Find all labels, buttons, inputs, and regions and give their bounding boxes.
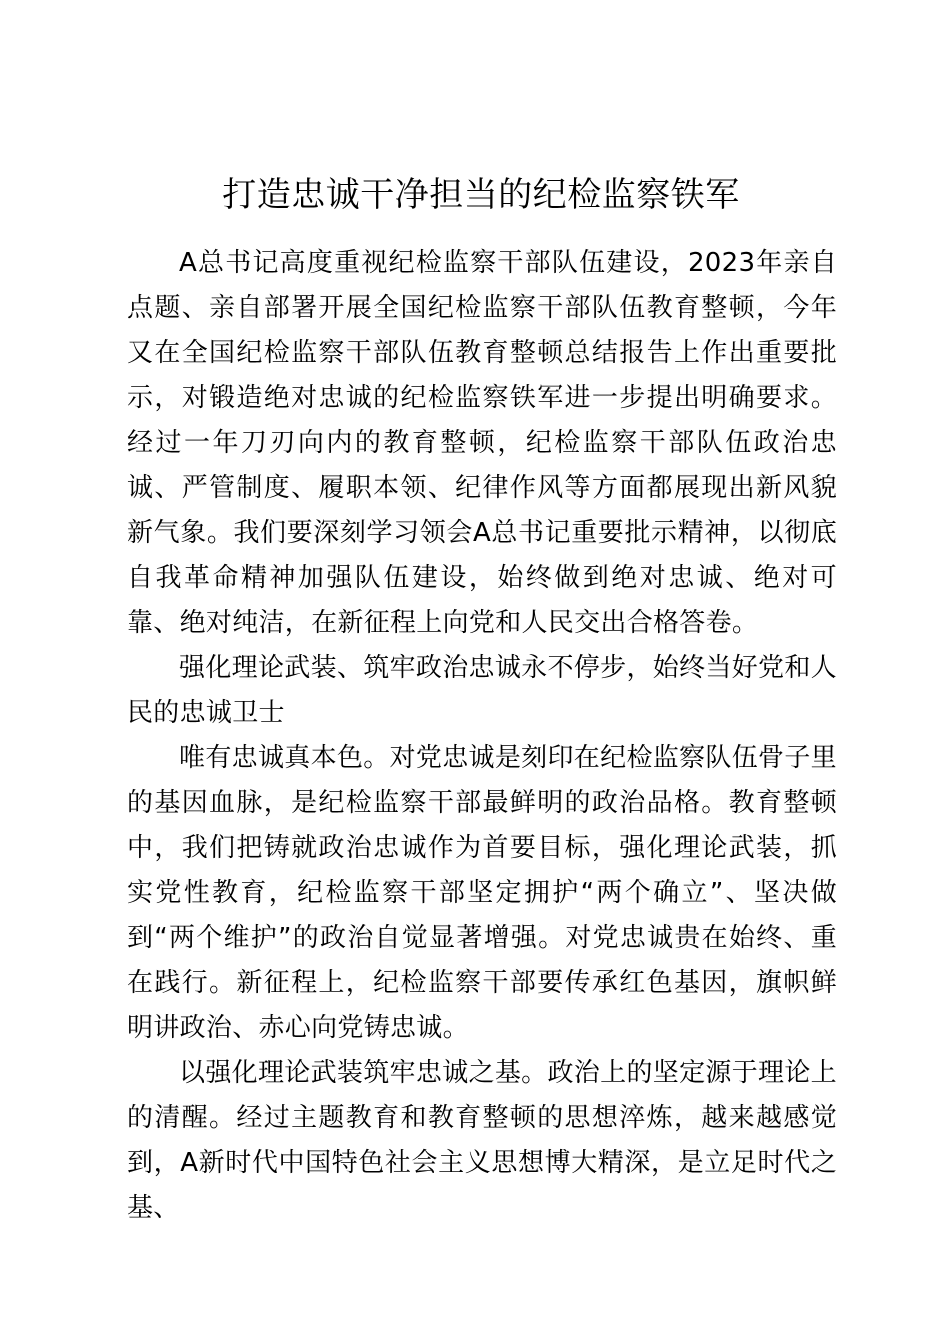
document-title: 打造忠诚干净担当的纪检监察铁军	[222, 175, 740, 215]
paragraph-theory: 以强化理论武装筑牢忠诚之基。政治上的坚定源于理论上的清醒。经过主题教育和教育整顿的思想淬炼，越来越感觉到，A新时代中国特色社会主义思想博大精深，是立足时代之基、	[127, 1058, 837, 1223]
paragraph-intro: A总书记高度重视纪检监察干部队伍建设，2023年亲自点题、亲自部署开展全国纪检监察干部队伍教育整顿，今年又在全国纪检监察干部队伍教育整顿总结报告上作出重要批示，对锻造绝对忠诚的纪检监察铁军进一步提出明确要求。经过一年刀刃向内的教育整顿，纪检监察干部队伍政治忠诚、严管制度、履职本领、纪律作风等方面都展现出新风貌新气象。我们要深刻学习领会A总书记重要批示精神，以彻底自我革命精神加强队伍建设，始终做到绝对忠诚、绝对可靠、绝对纯洁，在新征程上向党和人民交出合格答卷。	[127, 248, 837, 638]
section-heading: 强化理论武装、筑牢政治忠诚永不停步，始终当好党和人民的忠诚卫士	[127, 653, 837, 728]
paragraph-loyalty: 唯有忠诚真本色。对党忠诚是刻印在纪检监察队伍骨子里的基因血脉，是纪检监察干部最鲜明的政治品格。教育整顿中，我们把铸就政治忠诚作为首要目标，强化理论武装，抓实党性教育，纪检监察干部坚定拥护“两个确立”、坚决做到“两个维护”的政治自觉显著增强。对党忠诚贵在始终、重在践行。新征程上，纪检监察干部要传承红色基因，旗帜鲜明讲政治、赤心向党铸忠诚。	[127, 743, 837, 1043]
document-body	[127, 241, 837, 1231]
